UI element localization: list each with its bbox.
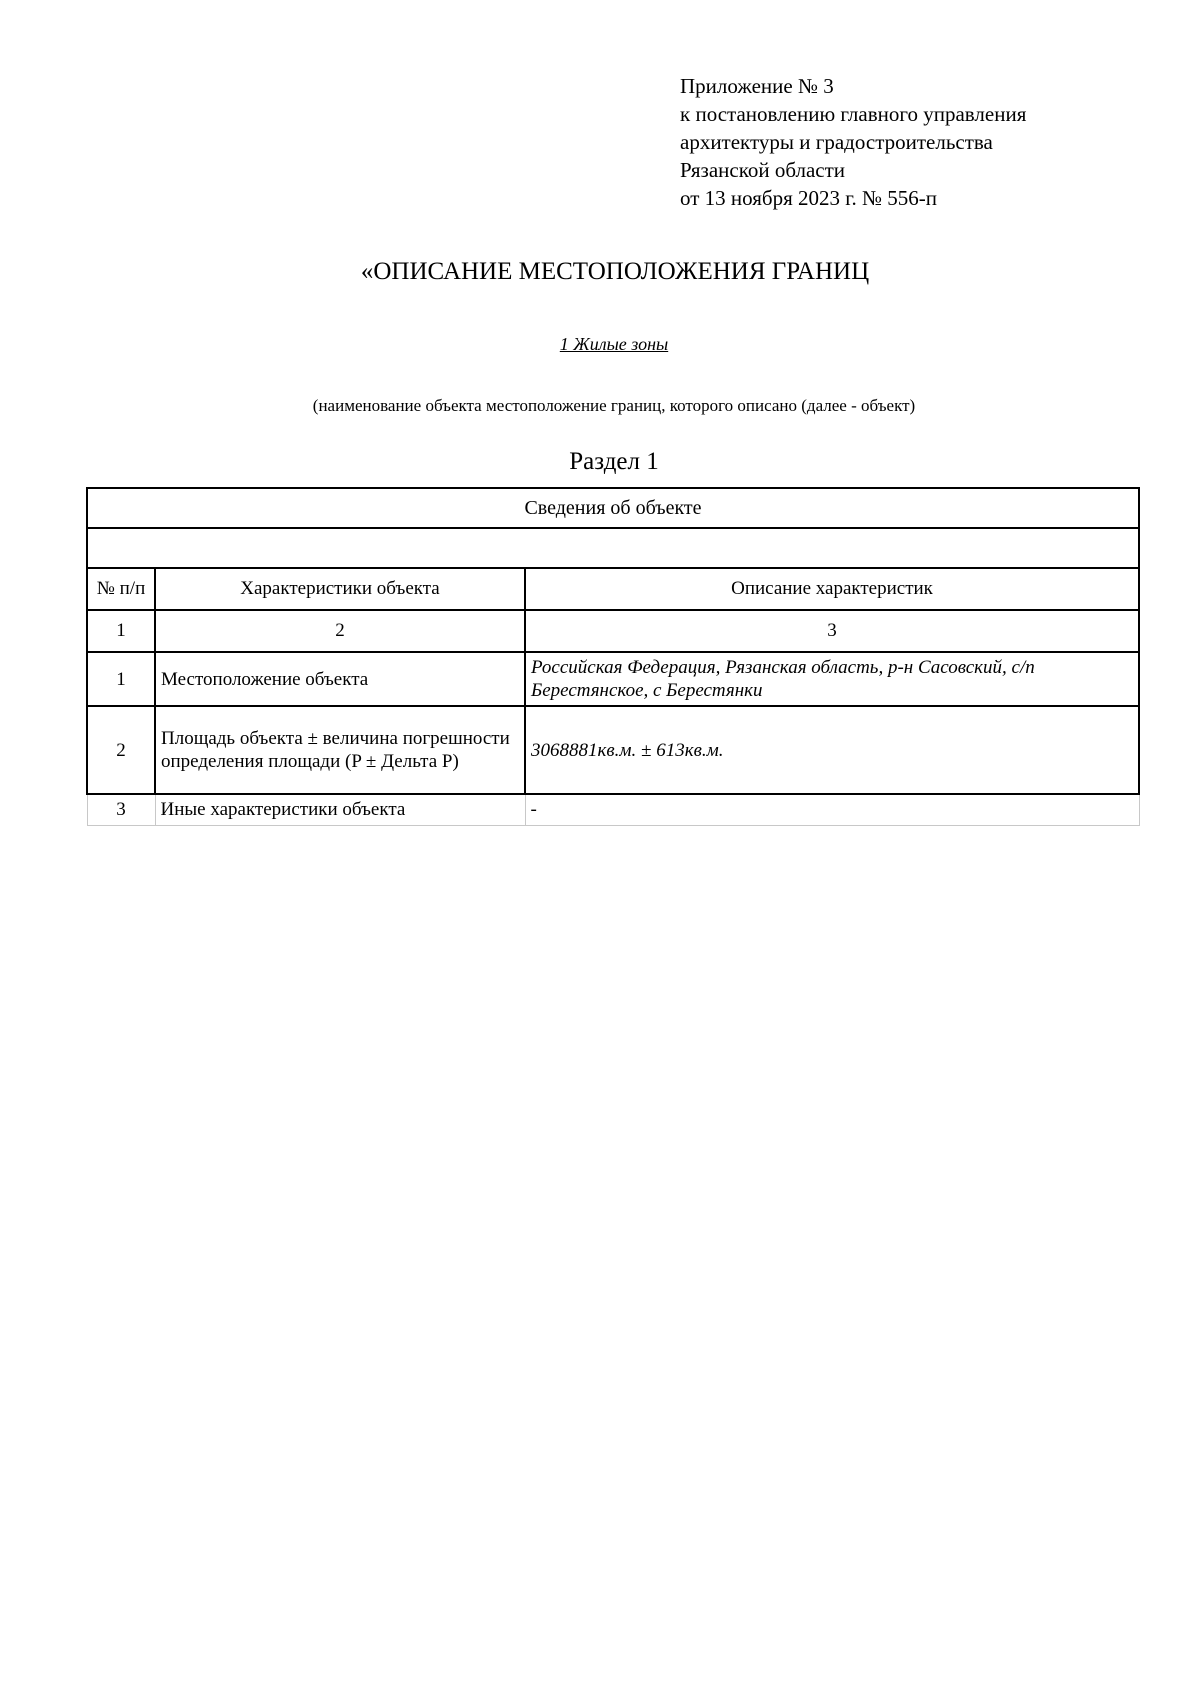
appendix-line: к постановлению главного управления — [680, 102, 1027, 126]
object-name-note: (наименование объекта местоположение границ, которого описано (далее - объект) — [312, 396, 916, 415]
object-name: 1 Жилые зоны — [559, 334, 669, 354]
row-characteristic: Площадь объекта ± величина погрешности определения площади (P ± Дельта P) — [155, 706, 525, 794]
row-characteristic: Местоположение объекта — [155, 652, 525, 706]
column-number: 2 — [155, 610, 525, 652]
appendix-line: от 13 ноября 2023 г. № 556-п — [680, 186, 938, 210]
table-column-numbers-row — [87, 610, 1139, 652]
table-caption-row — [87, 488, 1139, 528]
header-description: Описание характеристик — [525, 568, 1139, 610]
table-empty-cell — [87, 528, 1139, 568]
appendix-line: архитектуры и градостроительства — [680, 130, 993, 154]
table-row — [87, 706, 1139, 794]
table-row — [87, 652, 1139, 706]
row-description: Российская Федерация, Рязанская область, р-н Сасовский, с/п Берестянское, с Берестянки — [525, 652, 1139, 706]
row-number: 3 — [87, 794, 155, 826]
row-characteristic: Иные характеристики объекта — [155, 794, 525, 826]
table-header-row — [87, 568, 1139, 610]
appendix-block — [680, 72, 1026, 212]
table-caption: Сведения об объекте — [87, 488, 1139, 528]
column-number: 1 — [87, 610, 155, 652]
row-number: 2 — [87, 706, 155, 794]
table-row — [87, 794, 1139, 826]
appendix-line: Рязанской области — [680, 158, 846, 182]
row-description: 3068881кв.м. ± 613кв.м. — [525, 706, 1139, 794]
table-empty-row — [87, 528, 1139, 568]
header-number: № п/п — [87, 568, 155, 610]
section-heading: Раздел 1 — [569, 448, 659, 475]
header-characteristic: Характеристики объекта — [155, 568, 525, 610]
document-title: «ОПИСАНИЕ МЕСТОПОЛОЖЕНИЯ ГРАНИЦ — [360, 258, 870, 285]
row-number: 1 — [87, 652, 155, 706]
appendix-line: Приложение № 3 — [680, 74, 834, 98]
row-description: - — [525, 794, 1139, 826]
column-number: 3 — [525, 610, 1139, 652]
object-info-table — [86, 487, 1140, 826]
